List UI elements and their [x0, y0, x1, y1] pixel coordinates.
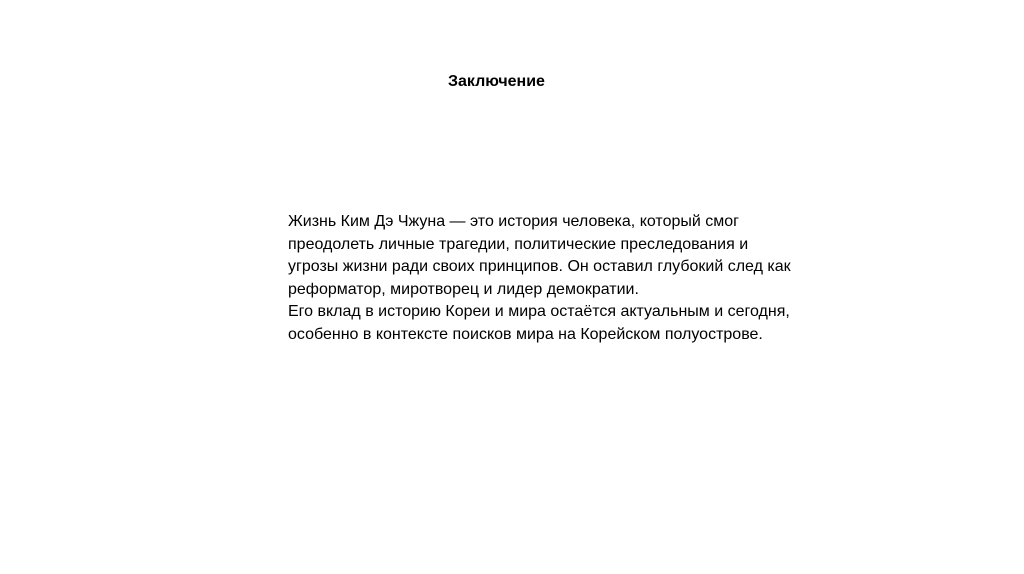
- body-paragraph-1: Жизнь Ким Дэ Чжуна — это история человека, который смог преодолеть личные трагедии, политические преследования и угрозы жизни ради своих принципов. Он оставил глубокий след как реформатор, миротворец и лидер демократии.: [288, 213, 791, 298]
- slide-title: Заключение: [448, 73, 545, 90]
- slide-body: [288, 211, 798, 346]
- body-paragraph-2: Его вклад в историю Кореи и мира остаётся актуальным и сегодня, особенно в контексте поисков мира на Корейском полуострове.: [288, 303, 790, 343]
